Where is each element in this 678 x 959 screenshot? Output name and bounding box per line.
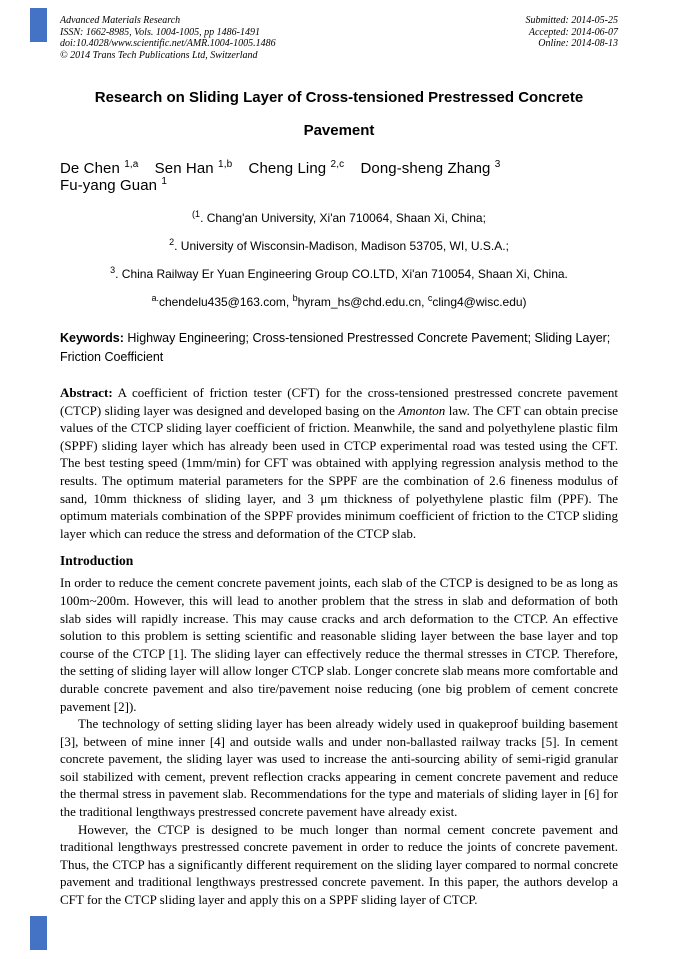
email-c: cling4@wisc.edu) (432, 295, 527, 309)
journal-name: Advanced Materials Research (60, 15, 181, 26)
author-3 (249, 160, 345, 177)
keywords-label: Keywords: (60, 331, 124, 345)
submission-dates (526, 15, 619, 61)
author-1 (60, 160, 138, 177)
intro-paragraph-3: However, the CTCP is designed to be much longer than normal cement concrete pavement and traditional lengthways prestressed concrete pavement in order to reduce the joints of concrete pavement. Thus, the CTCP has a significantly different requirement on the sliding layer compared to normal concrete pavement and traditional lengthways prestressed concrete pavement. In this paper, the authors develop a CFT for the CTCP sliding layer and apply this on a SPPF sliding layer of CTCP. (60, 821, 618, 908)
abstract-text-1: A coefficient of friction tester (CFT) for the cross-tensioned prestressed concrete pavement (CTCP) sliding layer was designed and developed basing on the (60, 385, 618, 418)
email-a: chendelu435@163.com, (158, 295, 293, 309)
abstract-block (60, 384, 618, 542)
email-a-mark: a. (151, 293, 159, 303)
affiliation-2-text: . University of Wisconsin-Madison, Madison 53705, WI, U.S.A.; (174, 239, 509, 253)
author-list (60, 160, 618, 194)
author-1-affiliation-mark: 1,a (124, 159, 139, 170)
paper-title-line2: Pavement (303, 122, 375, 139)
affiliation-3-text: . China Railway Er Yuan Engineering Group CO.LTD, Xi'an 710054, Shaan Xi, China. (115, 267, 568, 281)
affiliation-1-text: . Chang'an University, Xi'an 710064, Shaan Xi, China; (200, 211, 486, 225)
affiliation-3-mark: 3 (110, 265, 116, 275)
left-accent-bar-bottom (30, 916, 47, 950)
intro-paragraph-1: In order to reduce the cement concrete pavement joints, each slab of the CTCP is designed to be as long as 100m~200m. However, this will lead to another problem that the stress in slab and deformation of both slab sides will rapidly increase. This may cause cracks and arch deformation to the CTCP. An effective solution to this problem is setting scientific and reasonable sliding layer between the base layer and top course of the CTCP [1]. The sliding layer can effectively reduce the thermal stresses in CTCP. Therefore, the setting of sliding layer will allow longer CTCP slab. Longer concrete slab means more comfortable and durable concrete pavement and also tire/pavement noise reducing (one big problem of cement concrete pavement [2]). (60, 575, 618, 714)
journal-copyright-line: © 2014 Trans Tech Publications Ltd, Switzerland (60, 49, 258, 61)
affiliation-2-mark: 2 (169, 237, 175, 247)
abstract-italic-term: Amonton (398, 402, 446, 418)
email-c-mark: c (427, 293, 433, 303)
left-accent-bar-top (30, 8, 47, 42)
journal-issn-line: ISSN: 1662-8985, Vols. 1004-1005, pp 1486-1491 (60, 26, 260, 38)
abstract-label: Abstract: (60, 385, 113, 400)
email-b-mark: b (292, 293, 298, 303)
journal-header (60, 15, 618, 61)
author-5 (60, 177, 167, 194)
author-5-affiliation-mark: 1 (161, 176, 168, 187)
accepted-date: Accepted: 2014-06-07 (528, 26, 618, 38)
keywords-text: Highway Engineering; Cross-tensioned Prestressed Concrete Pavement; Sliding Layer; Friction Coefficient (60, 331, 611, 364)
affiliation-1-mark: (1 (192, 209, 201, 219)
author-2 (155, 160, 233, 177)
author-2-affiliation-mark: 1,b (218, 159, 233, 170)
online-date: Online: 2014-08-13 (538, 38, 618, 49)
author-3-affiliation-mark: 2,c (330, 159, 345, 170)
affiliation-1 (60, 211, 618, 225)
abstract-text-2: law. The CFT can obtain precise values of the CTCP sliding layer coefficient of friction. Meanwhile, the sand and polyethylene plastic film (SPPF) sliding layer which has already been used in CTCP experimental road was tested using the CFT. The best testing speed (1mm/min) for CFT was obtained with applying regression analysis method to the results. The optimum material parameters for the SPPF are the combination of 2.6 fineness modulus of sand, 10mm thickness of sliding layer, and 3 μm thickness of polyethylene plastic film (PPF). The optimum materials combination of the SPPF provides minimum coefficient of friction to the CTCP sliding layer which can reduce the stress and deformation of the CTCP slab. (60, 402, 618, 541)
author-2-name: Sen Han (154, 160, 214, 177)
journal-doi-line: doi:10.4028/www.scientific.net/AMR.1004-1005.1486 (60, 38, 276, 49)
email-b: hyram_hs@chd.edu.cn, (297, 295, 428, 309)
keywords-block (60, 329, 618, 367)
author-emails (60, 295, 618, 309)
paper-title (60, 81, 618, 147)
author-5-name: Fu-yang Guan (60, 177, 158, 194)
journal-info (60, 15, 276, 61)
author-4 (360, 160, 500, 177)
intro-paragraph-2: The technology of setting sliding layer has been already widely used in quakeproof building basement [3], between of mine inner [4] and outside walls and under non-ballasted railway tracks [5]. In cement concrete pavement, the sliding layer was used to increase the anti-sourcing ability of semi-rigid granular soil stabilized with cement, prevent reflection cracks appearing in cement concrete pavement and reduce the thermal stress in pavement slab. Recommendations for the type and materials of sliding layer in [6] for the traditional lengthways prestressed concrete pavement have already exist. (60, 716, 618, 820)
author-4-affiliation-mark: 3 (494, 159, 501, 170)
section-heading-introduction: Introduction (60, 553, 134, 569)
paper-title-line1: Research on Sliding Layer of Cross-tensioned Prestressed Concrete (94, 89, 584, 106)
author-3-name: Cheng Ling (248, 160, 327, 177)
submitted-date: Submitted: 2014-05-25 (525, 15, 618, 26)
author-4-name: Dong-sheng Zhang (360, 160, 491, 177)
affiliation-2 (60, 239, 618, 253)
affiliation-3 (60, 267, 618, 281)
author-1-name: De Chen (60, 160, 120, 177)
